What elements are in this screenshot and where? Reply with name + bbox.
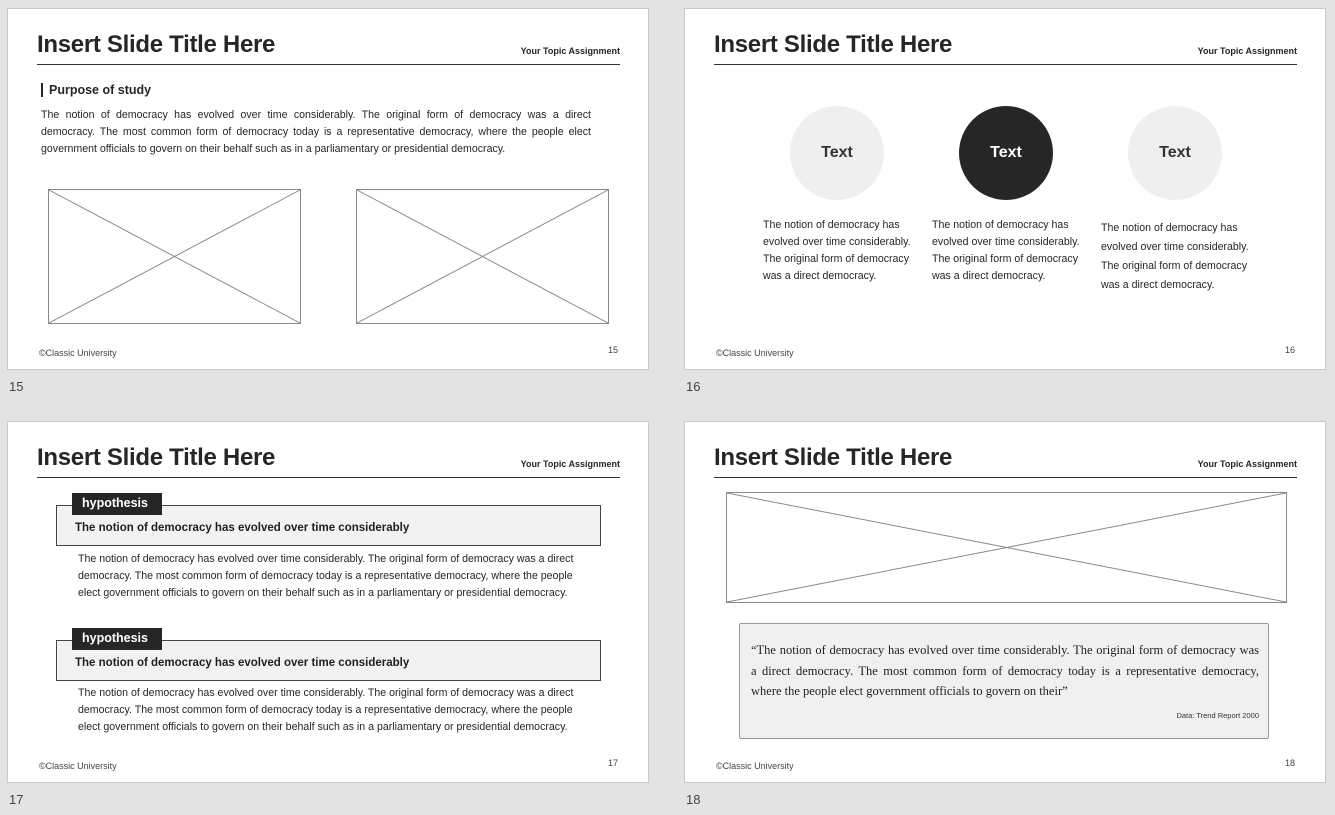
topic-label: Your Topic Assignment [520,459,620,469]
page-number: 16 [1284,345,1295,355]
hypothesis-body: The notion of democracy has evolved over time considerably. The original form of democracy was a direct democracy. The most common form of democracy today is a representative democracy, where the people elect government officials to govern on their behalf such as in a parliamentary or presidential democracy. [78,553,574,599]
slide-index-label: 16 [686,379,701,394]
image-placeholder [48,189,301,324]
hypothesis-heading: The notion of democracy has evolved over time considerably [75,657,410,669]
image-placeholder [356,189,609,324]
hypothesis-body: The notion of democracy has evolved over time considerably. The original form of democracy was a direct democracy. The most common form of democracy today is a representative democracy, where the people elect government officials to govern on their behalf such as in a parliamentary or presidential democracy. [78,687,574,733]
topic-label: Your Topic Assignment [1197,459,1297,469]
slide-title: Insert Slide Title Here [714,31,953,58]
text-circle: Text [1128,106,1222,200]
text-circle-highlighted: Text [959,106,1053,200]
image-placeholder-icon [49,190,300,323]
image-placeholder-icon [727,493,1286,602]
footer-copyright: ©Classic University [716,348,794,358]
quote-source: Data: Trend Report 2000 [1176,711,1259,720]
slide-index-label: 18 [686,792,701,807]
slide-index-label: 17 [9,792,24,807]
page-number: 17 [607,758,618,768]
column-text: The notion of democracy has evolved over time considerably. The original form of democracy was a direct democracy. [763,219,911,282]
slide-thumbnail-18[interactable] [684,421,1326,783]
topic-label: Your Topic Assignment [520,46,620,56]
footer-copyright: ©Classic University [39,761,117,771]
slide-thumbnail-16[interactable] [684,8,1326,370]
quote-box [739,623,1269,739]
title-divider [714,64,1297,65]
hypothesis-heading: The notion of democracy has evolved over time considerably [75,522,410,534]
title-divider [37,477,620,478]
section-heading: Purpose of study [41,83,151,97]
slide-index-label: 15 [9,379,24,394]
hypothesis-tab: hypothesis [72,493,162,515]
slide-title: Insert Slide Title Here [714,444,953,471]
column-text: The notion of democracy has evolved over time considerably. The original form of democracy was a direct democracy. [1101,222,1249,291]
slide-title: Insert Slide Title Here [37,31,276,58]
quote-text: “The notion of democracy has evolved over time considerably. The original form of democracy was a direct democracy. The most common form of democracy today is a representative democracy, where the people elect government officials to govern on their” [751,643,1259,698]
body-text: The notion of democracy has evolved over time considerably. The original form of democracy was a direct democracy. The most common form of democracy today is a representative democracy, where the people elect government officials to govern on their behalf such as in a parliamentary or presidential democracy. [41,109,591,155]
hypothesis-tab: hypothesis [72,628,162,650]
image-placeholder-icon [357,190,608,323]
slide-thumbnail-17[interactable] [7,421,649,783]
topic-label: Your Topic Assignment [1197,46,1297,56]
text-circle: Text [790,106,884,200]
page-number: 18 [1284,758,1295,768]
image-placeholder [726,492,1287,603]
slide-thumbnail-15[interactable] [7,8,649,370]
page-number: 15 [607,345,618,355]
title-divider [714,477,1297,478]
title-divider [37,64,620,65]
slide-title: Insert Slide Title Here [37,444,276,471]
footer-copyright: ©Classic University [39,348,117,358]
column-text: The notion of democracy has evolved over time considerably. The original form of democracy was a direct democracy. [932,219,1080,282]
footer-copyright: ©Classic University [716,761,794,771]
